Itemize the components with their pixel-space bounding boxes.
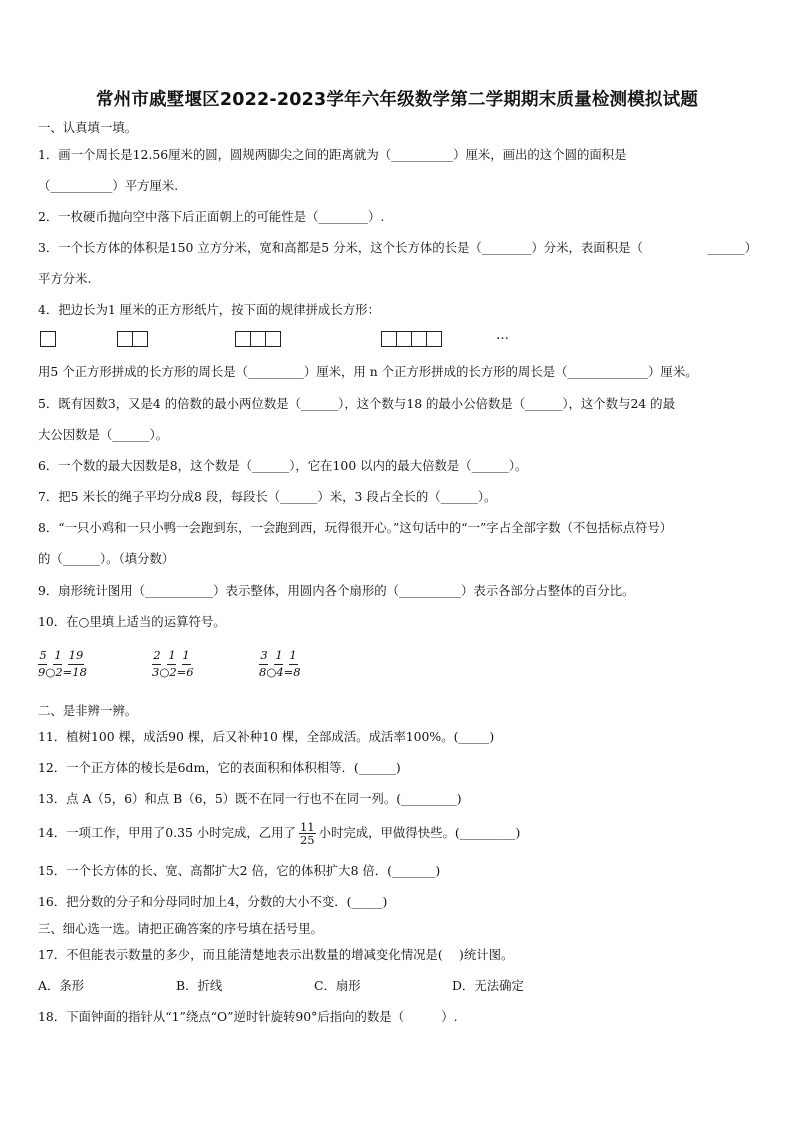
- question-18: 18．下面钟面的指针从“1”绕点“O”逆时针旋转90°后指向的数是（ ）.: [38, 1009, 458, 1024]
- numerator: 5: [39, 648, 47, 662]
- denominator-row: 3○2=6: [152, 665, 194, 679]
- question-15: 15．一个长方体的长、宽、高都扩大2 倍，它的体积扩大8 倍．(_______): [38, 863, 441, 878]
- numerator: 2: [153, 648, 161, 662]
- question-8-line-1: 8．“一只小鸡和一只小鸭一会跑到东，一会跑到西，玩得很开心。”这句话中的“一”字占全部字数（不包括标点符号）: [38, 520, 673, 535]
- question-4-line-1: 4．把边长为1 厘米的正方形纸片，按下面的规律拼成长方形：: [38, 302, 380, 317]
- question-6: 6．一个数的最大因数是8，这个数是（______），它在100 以内的最大倍数是（______）。: [38, 458, 528, 473]
- fraction-denominator: 25: [299, 833, 315, 847]
- numerator: 1: [54, 648, 62, 662]
- numerator: 1: [168, 648, 176, 662]
- question-5-line-2: 大公因数是（______）。: [38, 427, 169, 442]
- question-11: 11．植树100 棵，成活90 棵，后又补种10 棵，全部成活。成活率100%。(_____): [38, 729, 495, 744]
- section-3-heading: 三、细心选一选。请把正确答案的序号填在括号里。: [38, 921, 323, 936]
- denominator-row: 9○2=18: [38, 665, 87, 679]
- question-1-line-2: （__________）平方厘米.: [38, 178, 179, 193]
- ellipsis: …: [496, 328, 509, 343]
- question-13: 13．点 A（5，6）和点 B（6，5）既不在同一行也不在同一列。(_________): [38, 791, 462, 806]
- question-14-text-before: 14．一项工作，甲用了0.35 小时完成，乙用了: [38, 825, 296, 840]
- question-12: 12．一个正方体的棱长是6dm，它的表面积和体积相等．(______): [38, 760, 401, 775]
- question-17-option-d: D．无法确定: [452, 978, 524, 993]
- question-3-blank: ______）: [707, 240, 757, 255]
- question-3-line-2: 平方分米.: [38, 271, 92, 286]
- question-4-line-2: 用5 个正方形拼成的长方形的周长是（_________）厘米，用 n 个正方形拼成的长方形的周长是（_____________）厘米。: [38, 364, 698, 379]
- section-2-heading: 二、是非辨一辨。: [38, 703, 138, 718]
- question-16: 16．把分数的分子和分母同时加上4，分数的大小不变．(_____): [38, 894, 388, 909]
- question-17-option-a: A．条形: [38, 978, 85, 993]
- question-17-stem: 17．不但能表示数量的多少，而且能清楚地表示出数量的增减变化情况是( )统计图。: [38, 947, 514, 962]
- question-1-line-1: 1．画一个周长是12.56厘米的圆，圆规两脚尖之间的距离就为（__________）厘米，画出的这个圆的面积是: [38, 147, 627, 162]
- question-8-line-2: 的（______）。（填分数）: [38, 551, 175, 566]
- numerator: 1: [275, 648, 283, 662]
- denominator-row: 8○4=8: [259, 665, 301, 679]
- question-17-option-c: C．扇形: [314, 978, 361, 993]
- question-17-option-b: B．折线: [176, 978, 223, 993]
- question-9: 9．扇形统计图用（___________）表示整体，用圆内各个扇形的（__________）表示各部分占整体的百分比。: [38, 583, 635, 598]
- fraction-11-25: [299, 821, 316, 846]
- question-14-text-after: 小时完成，甲做得快些。(_________): [318, 825, 521, 840]
- fraction-numerator: 11: [299, 820, 315, 834]
- question-7: 7．把5 米长的绳子平均分成8 段，每段长（______）米，3 段占全长的（______）。: [38, 489, 497, 504]
- question-10-line-1: 10．在○里填上适当的运算符号。: [38, 614, 226, 629]
- question-5-line-1: 5．既有因数3，又是4 的倍数的最小两位数是（______），这个数与18 的最小公倍数是（______），这个数与24 的最: [38, 396, 675, 411]
- question-2: 2．一枚硬币抛向空中落下后正面朝上的可能性是（________）.: [38, 209, 385, 224]
- numerator: 19: [68, 648, 84, 662]
- question-3-text: 3．一个长方体的体积是150 立方分米，宽和高都是5 分米，这个长方体的长是（________）分米，表面积是（: [38, 240, 643, 255]
- numerator: 1: [182, 648, 190, 662]
- question-3-line-1: [38, 240, 757, 256]
- page-title: 常州市戚墅堰区2022-2023学年六年级数学第二学期期末质量检测模拟试题: [95, 90, 699, 110]
- question-14: [38, 820, 520, 846]
- numerator: 1: [289, 648, 297, 662]
- section-1-heading: 一、认真填一填。: [38, 120, 138, 135]
- numerator: 3: [260, 648, 268, 662]
